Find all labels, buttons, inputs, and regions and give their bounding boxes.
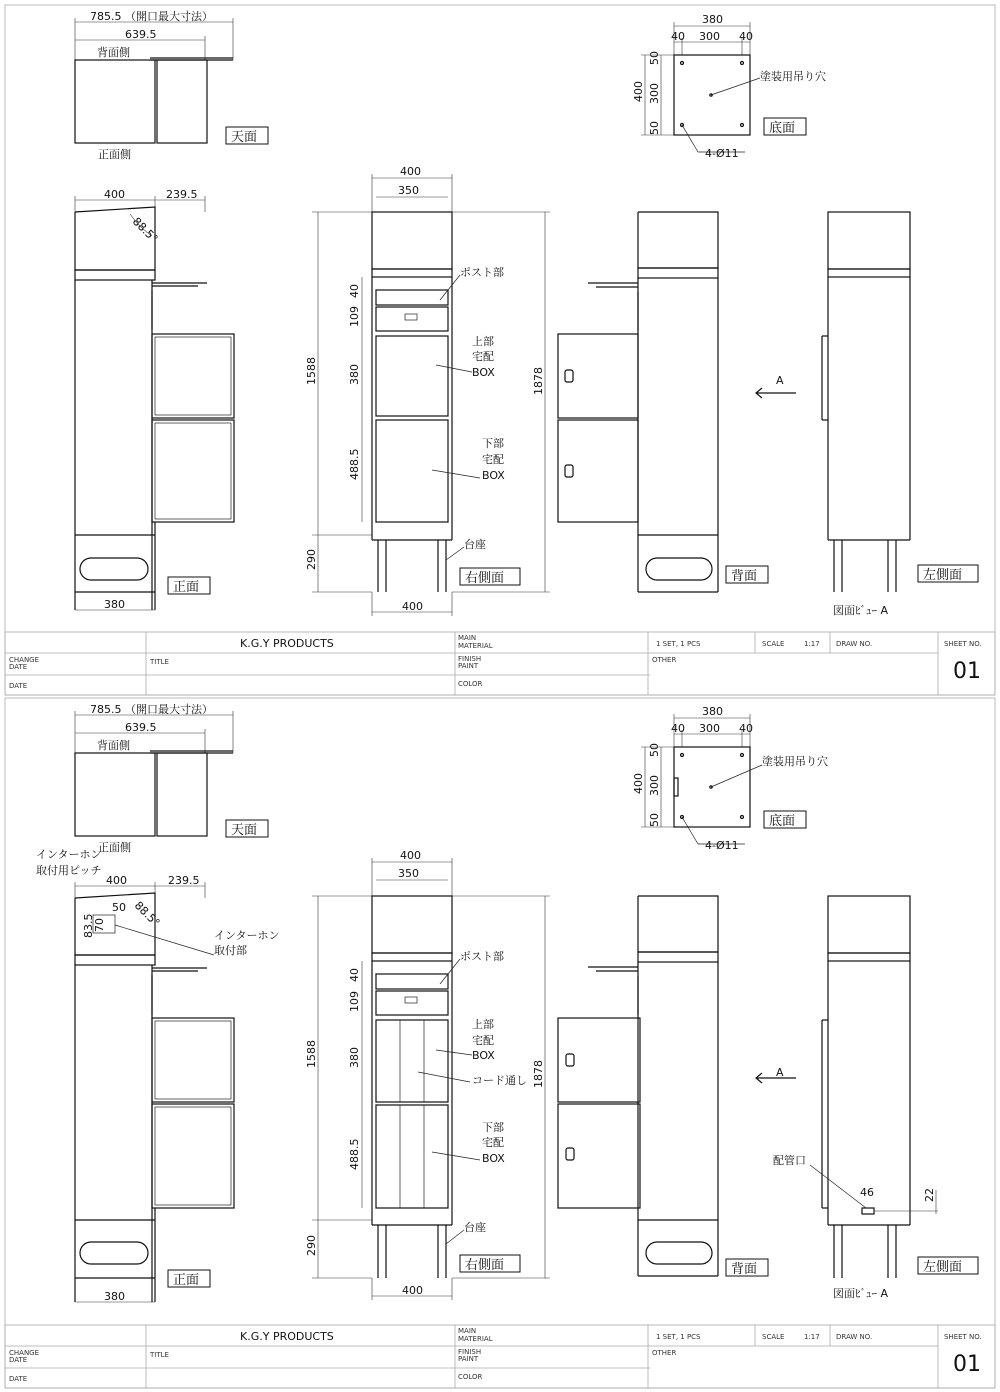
view-label-back: 背面 [731, 569, 758, 584]
upper-box-line2: 宅配 [472, 1034, 494, 1047]
hanging-hole-label: 塗装用吊り穴 [762, 755, 828, 768]
scale-label: SCALE [762, 640, 785, 648]
dim-right-inner: 350 [398, 867, 419, 880]
dim-1878: 1878 [532, 1060, 545, 1088]
dim-bottom-bot: 50 [648, 813, 661, 827]
back-side-label: 背面側 [97, 46, 130, 59]
bottom-view [632, 13, 826, 160]
draw-no-label: DRAW NO. [836, 640, 873, 648]
dim-bottom-left: 40 [671, 30, 685, 43]
dim-front-b: 239.5 [166, 188, 198, 201]
view-label-right: 右側面 [465, 1258, 505, 1273]
dim-bottom-right: 40 [739, 30, 753, 43]
dim-1588: 1588 [305, 1040, 318, 1068]
intercom-mount-line2: 取付部 [214, 944, 247, 957]
dim-1588: 1588 [305, 357, 318, 385]
dim-front-a: 400 [104, 188, 125, 201]
title-label: TITLE [150, 1351, 169, 1359]
dim-bottom-width: 380 [702, 13, 723, 26]
scale-value: 1:17 [804, 1333, 820, 1341]
company-name: K.G.Y PRODUCTS [240, 1330, 334, 1343]
dim-109: 109 [348, 306, 361, 327]
finish-label-1: FINISH [458, 655, 482, 663]
qty-label: 1 SET, 1 PCS [656, 1333, 701, 1341]
intercom-pitch-line2: 取付用ピッチ [36, 864, 102, 877]
dim-380: 380 [348, 364, 361, 385]
dim-50: 50 [112, 901, 126, 914]
dim-bottom-height: 400 [632, 773, 645, 794]
dim-1878: 1878 [532, 367, 545, 395]
bottom-view [632, 705, 828, 852]
dim-bottom-mid: 300 [648, 83, 661, 104]
date-label: DATE [9, 1375, 28, 1383]
view-label-top: 天面 [231, 130, 258, 145]
view-label-front: 正面 [173, 580, 200, 595]
sheet-no-label: SHEET NO. [944, 1333, 982, 1341]
main-label-2: MATERIAL [458, 1335, 493, 1343]
finish-label-1: FINISH [458, 1348, 482, 1356]
title-block [5, 1325, 995, 1388]
sheet-no-value: 01 [953, 659, 981, 684]
change-label-1: CHANGE [9, 1349, 40, 1357]
view-label-right: 右側面 [465, 571, 505, 586]
lower-box-line3: BOX [482, 469, 505, 482]
upper-box-line3: BOX [472, 1049, 495, 1062]
dim-bottom-left: 40 [671, 722, 685, 735]
upper-box-line1: 上部 [472, 335, 494, 348]
dim-width: 639.5 [125, 28, 157, 41]
lower-box-line2: 宅配 [482, 1136, 504, 1149]
upper-box-line2: 宅配 [472, 350, 494, 363]
hanging-hole-label: 塗装用吊り穴 [760, 70, 826, 83]
dim-bottom-bot: 50 [648, 121, 661, 135]
main-label-1: MAIN [458, 1327, 477, 1335]
back-view [558, 212, 796, 592]
view-arrow-label: A [776, 1066, 784, 1079]
back-view [558, 896, 796, 1277]
change-label-1: CHANGE [9, 656, 40, 664]
front-view [36, 848, 280, 1303]
lower-box-line3: BOX [482, 1152, 505, 1165]
angle-label: 88.5° [129, 214, 161, 246]
dim-bottom-width: 380 [702, 705, 723, 718]
right-side-view [305, 165, 550, 616]
view-a-label: 図面ﾋﾞｭｰ A [833, 1287, 889, 1300]
sheet-frame [5, 698, 995, 1388]
dim-right-top: 400 [400, 849, 421, 862]
view-a-label: 図面ﾋﾞｭｰ A [833, 604, 889, 617]
dim-opening-max: 785.5 （開口最大寸法） [90, 10, 213, 23]
pipe-label: 配管口 [773, 1154, 806, 1167]
left-side-view [822, 212, 978, 617]
sheet-1 [5, 5, 995, 695]
view-label-bottom: 底面 [769, 814, 796, 829]
dim-right-inner: 350 [398, 184, 419, 197]
sheet-2 [5, 698, 995, 1388]
main-label-2: MATERIAL [458, 642, 493, 650]
view-label-left: 左側面 [923, 1260, 963, 1275]
base-label: 台座 [464, 538, 486, 551]
dim-bottom-mid: 300 [648, 775, 661, 796]
dim-488: 488.5 [348, 448, 361, 480]
top-view [75, 702, 268, 854]
title-block [5, 632, 995, 695]
left-side-view [773, 896, 978, 1300]
dim-right-top: 400 [400, 165, 421, 178]
finish-label-2: PAINT [458, 662, 479, 670]
upper-box-line3: BOX [472, 366, 495, 379]
angle-label: 88.5° [131, 898, 163, 930]
dim-488: 488.5 [348, 1138, 361, 1170]
base-label: 台座 [464, 1221, 486, 1234]
top-view [75, 9, 268, 161]
change-label-2: DATE [9, 1356, 28, 1364]
dim-bottom-height: 400 [632, 81, 645, 102]
lower-box-line1: 下部 [482, 437, 504, 450]
upper-box-line1: 上部 [472, 1018, 494, 1031]
dim-front-base: 380 [104, 598, 125, 611]
view-label-back: 背面 [731, 1262, 758, 1277]
dim-opening-max: 785.5 （開口最大寸法） [90, 703, 213, 716]
dim-46: 46 [860, 1186, 874, 1199]
dim-front-a: 400 [106, 874, 127, 887]
front-side-label: 正面側 [98, 148, 131, 161]
post-label: ポスト部 [460, 950, 504, 963]
dim-22: 22 [923, 1188, 936, 1202]
color-label: COLOR [458, 1373, 483, 1381]
sheet-no-value: 01 [953, 1352, 981, 1377]
post-label: ポスト部 [460, 266, 504, 279]
dim-109: 109 [348, 991, 361, 1012]
view-label-top: 天面 [231, 823, 258, 838]
view-label-left: 左側面 [923, 568, 963, 583]
cord-label: コード通し [472, 1074, 527, 1087]
date-label: DATE [9, 682, 28, 690]
lower-box-line1: 下部 [482, 1121, 504, 1134]
back-side-label: 背面側 [97, 739, 130, 752]
intercom-pitch-line1: インターホン [36, 848, 102, 861]
dim-70: 70 [93, 918, 106, 932]
right-side-view [305, 849, 550, 1300]
dim-front-base: 380 [104, 1290, 125, 1303]
holes-label: 4-Ø11 [705, 839, 739, 852]
dim-290: 290 [305, 1235, 318, 1256]
scale-label: SCALE [762, 1333, 785, 1341]
dim-40: 40 [348, 968, 361, 982]
front-view [75, 188, 234, 611]
company-name: K.G.Y PRODUCTS [240, 637, 334, 650]
scale-value: 1:17 [804, 640, 820, 648]
dim-front-b: 239.5 [168, 874, 200, 887]
holes-label: 4-Ø11 [705, 147, 739, 160]
dim-right-bottom: 400 [402, 1284, 423, 1297]
other-label: OTHER [652, 1349, 677, 1357]
other-label: OTHER [652, 656, 677, 664]
dim-width: 639.5 [125, 721, 157, 734]
view-arrow-label: A [776, 374, 784, 387]
view-label-front: 正面 [173, 1273, 200, 1288]
title-label: TITLE [150, 658, 169, 666]
finish-label-2: PAINT [458, 1355, 479, 1363]
dim-83-5: 83.5 [82, 913, 95, 938]
qty-label: 1 SET, 1 PCS [656, 640, 701, 648]
change-label-2: DATE [9, 663, 28, 671]
lower-box-line2: 宅配 [482, 453, 504, 466]
intercom-mount-line1: インターホン [214, 929, 280, 942]
dim-bottom-top: 50 [648, 51, 661, 65]
draw-no-label: DRAW NO. [836, 1333, 873, 1341]
color-label: COLOR [458, 680, 483, 688]
front-side-label: 正面側 [98, 841, 131, 854]
dim-bottom-top: 50 [648, 743, 661, 757]
dim-bottom-right: 40 [739, 722, 753, 735]
sheet-no-label: SHEET NO. [944, 640, 982, 648]
dim-380: 380 [348, 1047, 361, 1068]
dim-40: 40 [348, 284, 361, 298]
view-label-bottom: 底面 [769, 121, 796, 136]
dim-bottom-inner: 300 [699, 30, 720, 43]
dim-right-bottom: 400 [402, 600, 423, 613]
dim-bottom-inner: 300 [699, 722, 720, 735]
dim-290: 290 [305, 549, 318, 570]
main-label-1: MAIN [458, 634, 477, 642]
